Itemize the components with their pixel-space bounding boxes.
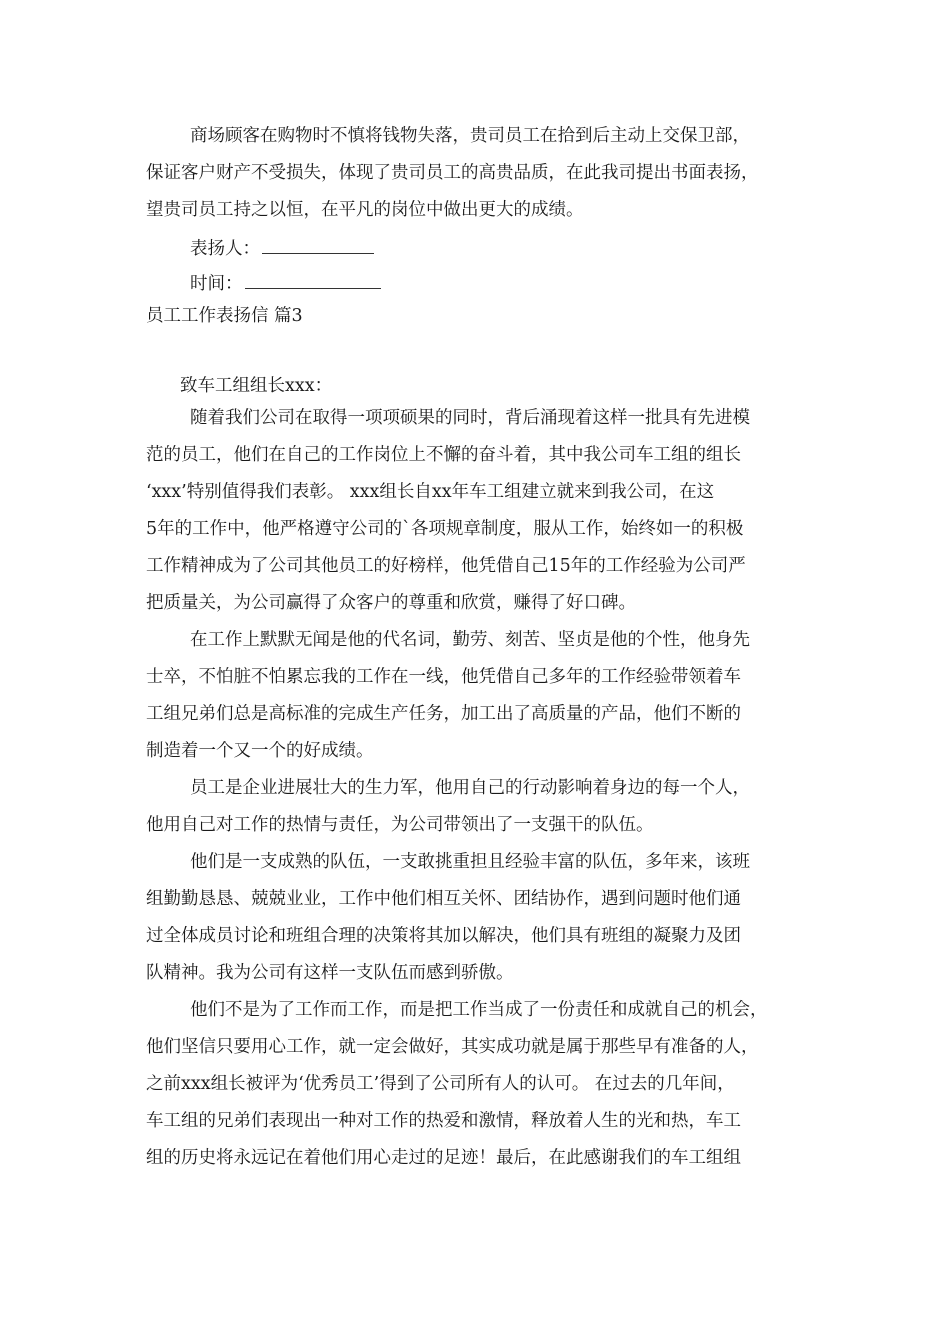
paragraph-line: 队精神。我为公司有这样一支队伍而感到骄傲。 (146, 963, 514, 983)
section-title: 员工工作表扬信 篇3 (146, 306, 303, 326)
paragraph-line: 他们是一支成熟的队伍，一支敢挑重担且经验丰富的队伍，多年来，该班 (190, 852, 750, 872)
paragraph-line: 过全体成员讨论和班组合理的决策将其加以解决，他们具有班组的凝聚力及团 (146, 926, 741, 946)
paragraph-line: 员工是企业进展壮大的生力军，他用自己的行动影响着身边的每一个人， (190, 778, 750, 798)
praiser-label: 表扬人： (190, 239, 260, 259)
paragraph-line: 他用自己对工作的热情与责任，为公司带领出了一支强干的队伍。 (146, 815, 654, 835)
paragraph-line: 5年的工作中，他严格遵守公司的`各项规章制度，服从工作，始终如一的积极 (146, 519, 744, 539)
paragraph-line: 随着我们公司在取得一项项硕果的同时，背后涌现着这样一批具有先进模 (190, 408, 750, 428)
paragraph-line: 车工组的兄弟们表现出一种对工作的热爱和激情，释放着人生的光和热，车工 (146, 1111, 741, 1131)
paragraph-line: 组的历史将永远记在着他们用心走过的足迹！最后，在此感谢我们的车工组组 (146, 1148, 741, 1168)
time-blank (245, 270, 381, 289)
salutation: 致车工组组长xxx： (180, 376, 333, 396)
paragraph-line: 之前xxx组长被评为‘优秀员工’得到了公司所有人的认可。 在过去的几年间， (146, 1074, 735, 1094)
paragraph-line: 工作精神成为了公司其他员工的好榜样，他凭借自己15年的工作经验为公司严 (146, 556, 746, 576)
paragraph-line: 在工作上默默无闻是他的代名词，勤劳、刻苦、坚贞是他的个性，他身先 (190, 630, 750, 650)
paragraph-line: ‘xxx’特别值得我们表彰。 xxx组长自xx年车工组建立就来到我公司，在这 (146, 482, 715, 502)
paragraph-line: 制造着一个又一个的好成绩。 (146, 741, 374, 761)
paragraph-line: 工组兄弟们总是高标准的完成生产任务，加工出了高质量的产品，他们不断的 (146, 704, 741, 724)
praiser-blank (262, 235, 374, 254)
paragraph-line: 组勤勤恳恳、兢兢业业，工作中他们相互关怀、团结协作，遇到问题时他们通 (146, 889, 741, 909)
praiser-signature (190, 235, 374, 261)
paragraph-line: 士卒，不怕脏不怕累忘我的工作在一线，他凭借自己多年的工作经验带领着车 (146, 667, 741, 687)
paragraph-line: 他们坚信只要用心工作，就一定会做好，其实成功就是属于那些早有准备的人， (146, 1037, 759, 1057)
paragraph-line: 他们不是为了工作而工作，而是把工作当成了一份责任和成就自己的机会， (190, 1000, 768, 1020)
time-signature (190, 270, 381, 296)
paragraph-line: 范的员工，他们在自己的工作岗位上不懈的奋斗着，其中我公司车工组的组长 (146, 445, 741, 465)
paragraph-line: 望贵司员工持之以恒，在平凡的岗位中做出更大的成绩。 (146, 200, 584, 220)
paragraph-line: 保证客户财产不受损失，体现了贵司员工的高贵品质，在此我司提出书面表扬， (146, 163, 759, 183)
paragraph-line: 把质量关，为公司赢得了众客户的尊重和欣赏，赚得了好口碑。 (146, 593, 636, 613)
paragraph-line: 商场顾客在购物时不慎将钱物失落，贵司员工在拾到后主动上交保卫部， (190, 126, 750, 146)
time-label: 时间： (190, 274, 243, 294)
